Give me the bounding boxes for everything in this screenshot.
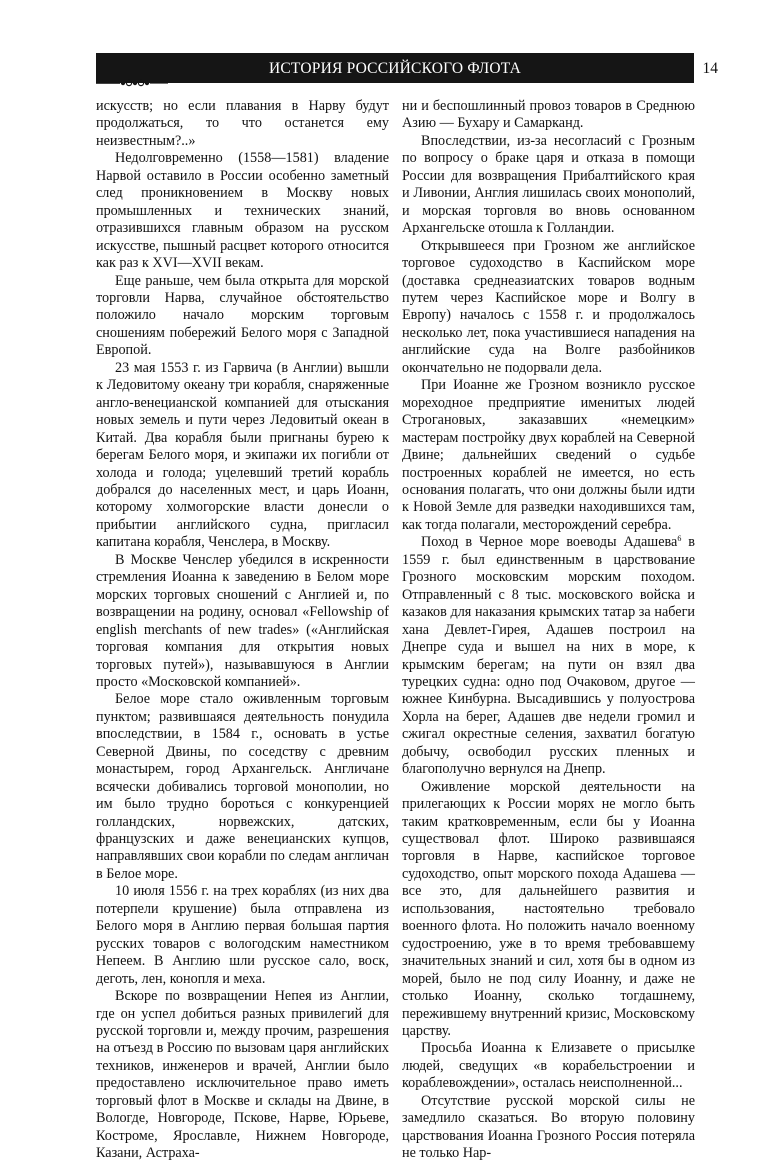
paragraph-text: Оживление морской деятельности на прилегающих к России морях не могло быть таким кратковременным, если бы у Иоанна существовал флот. Широко развившаяся торговля в Нарве, каспийское торговое судоходство, опыт морского похода Адашева — все это, для дальнейшего развития и использования, настоятельно требовало военного флота. Но положить начало военному судостроению, уже в то время требовавшему значительных знаний и сил, хотя бы в одном из морей, было не под силу Иоанну, и даже не столько Иоанну, сколько тогдашнему, пережившему внутренний кризис, Московскому царству. [402,778,695,1040]
paragraph-text: Недолговременно (1558—1581) владение Нарвой оставило в России особенно заметный след проникновением в Москву новых промышленных и технических знаний, отразившихся главным образом на русском искусстве, пышный расцвет которого относится как раз к XVI—XVII векам. [96,150,389,272]
paragraph [96,883,389,988]
paragraph-text: 10 июля 1556 г. на трех кораблях (из них два потерпели крушение) была отправлена из Белого моря в Англию первая большая партия русских товаров с вологодским наместником Непеем. В Англию шли русское сало, воск, деготь, лен, конопля и меха. [96,883,389,987]
paragraph [402,1093,695,1163]
paragraph-text: в 1559 г. был единственным в царствование Грозного московским морским походом. Отправленный с 8 тыс. московского войска и казаков для наказания крымских татар за набеги хана Девлет-Гирея, Адашев построил на Днепре суда и вышел на них в море, к крымским берегам; на пути он взял два турецких судна: одно под Очаковом, другое — южнее Кинбурна. Высадившись у полуострова Хорла на берег, Адашев две недели громил и сжигал окрестные селения, захватил богатую добычу, освободил русских пленных и благополучно вернулся на Днепр. [402,534,695,778]
paragraph-text: Вскоре по возвращении Непея из Англии, где он успел добиться разных привилегий для русской торговли и, между прочим, разрешения на отъезд в Россию по вызовам царя английских техников, инженеров и врачей, Англии было предоставлено исключительное право иметь торговый флот в Москве и склады на Двине, в Вологде, Новгороде, Пскове, Нарве, Юрьеве, Костроме, Ярославле, Нижнем Новгороде, Казани, Астраха- [96,988,389,1162]
book-title: ИСТОРИЯ РОССИЙСКОГО ФЛОТА [268,60,522,77]
paragraph [402,534,695,778]
paragraph-text: В Москве Ченслер убедился в искренности стремления Иоанна к заведению в Белом море морских торговых сношений с Англией и, по возвращении на родину, основал «Fellowship of english merchants of new trades» («Английская торговая компания для открытия новых торговых путей»), называвшуюся в Англии просто «Московской компанией». [96,551,389,690]
paragraph [96,691,389,883]
right-text-column [402,98,695,1163]
paragraph [96,98,389,150]
paragraph [96,273,389,360]
paragraph-text: 23 мая 1553 г. из Гарвича (в Англии) вышли к Ледовитому океану три корабля, снаряженные англо-венецианской компанией для отыскания новых земель и пути через Ледовитый океан в Китай. Два корабля были пригнаны бурею к берегам Белого моря, и экипажи их погибли от холода и голода; уцелевший третий корабль добрался до населенных мест, и царь Иоанн, которому холмогорские власти донесли о прибытии английского судна, пригласил капитана корабля, Ченслера, в Москву. [96,359,389,551]
paragraph [402,377,695,534]
paragraph-text: Открывшееся при Грозном же английское торговое судоходство в Каспийском море (доставка среднеазиатских товаров водным путем через Каспийское море и Волгу в Европу) началось с 1558 г. и продолжалось несколько лет, пока участившиеся нападения на английские суда на Волге разбойников окончательно не подорвали дела. [402,237,695,376]
footnote-marker[interactable]: 6 [677,534,682,544]
paragraph [402,779,695,1041]
paragraph-text: Поход в Черное море воеводы Адашева [421,534,678,551]
paragraph-text: Просьба Иоанна к Елизавете о присылке людей, сведущих «в корабельстроении и кораблевождении», осталась неисполненной... [402,1040,695,1092]
paragraph-text: При Иоанне же Грозном возникло русское мореходное предприятие именитых людей Строгановых, заказавших «немецким» мастерам постройку двух кораблей на Северной Двине; дальнейших сведений о судьбе построенных кораблей не имеется, но есть основания полагать, что они должны были идти к Новой Земле для разведки находившихся там, как тогда полагали, месторождений серебра. [402,377,695,533]
paragraph-text: Отсутствие русской морской силы не замедлило сказаться. Во вторую половину царствования Иоанна Грозного Россия потеряла не только Нар- [402,1092,695,1162]
paragraph [96,552,389,692]
running-header [0,53,762,89]
left-text-column [96,98,389,1163]
page-number: 14 [702,60,718,77]
paragraph-text: ни и беспошлинный провоз товаров в Среднюю Азию — Бухару и Самарканд. [402,98,695,132]
paragraph-text: Еще раньше, чем была открыта для морской торговли Нарва, случайное обстоятельство положило начало морским торговым сношениям побережий Белого моря с Западной Европой. [96,272,389,359]
paragraph [96,150,389,272]
paragraph-text: Белое море стало оживленным торговым пунктом; развившаяся деятельность понудила впоследствии, в 1584 г., основать в устье Северной Двины, по соседству с древним монастырем, город Архангельск. Англичане всячески добивались торговой монополии, но им было трудно бороться с конкуренцией голландских, норвежских, датских, французских и даже венецианских купцов, направлявших свои корабли по следам англичан в Белое море. [96,691,389,882]
paragraph [402,98,695,133]
paragraph [402,1040,695,1092]
paragraph-text: искусств; но если плавания в Нарву будут продолжаться, то что останется ему неизвестным?..» [96,98,389,149]
paragraph [96,360,389,552]
paragraph [402,238,695,378]
paragraph-text: Впоследствии, из-за несогласий с Грозным по вопросу о браке царя и отказа в помощи России для возвращения Прибалтийского края и Ливонии, Англия лишилась своих монополий, и морская торговля во вновь основанном Архангельске отошла к Голландии. [402,132,695,237]
paragraph [96,988,389,1163]
paragraph [402,133,695,238]
